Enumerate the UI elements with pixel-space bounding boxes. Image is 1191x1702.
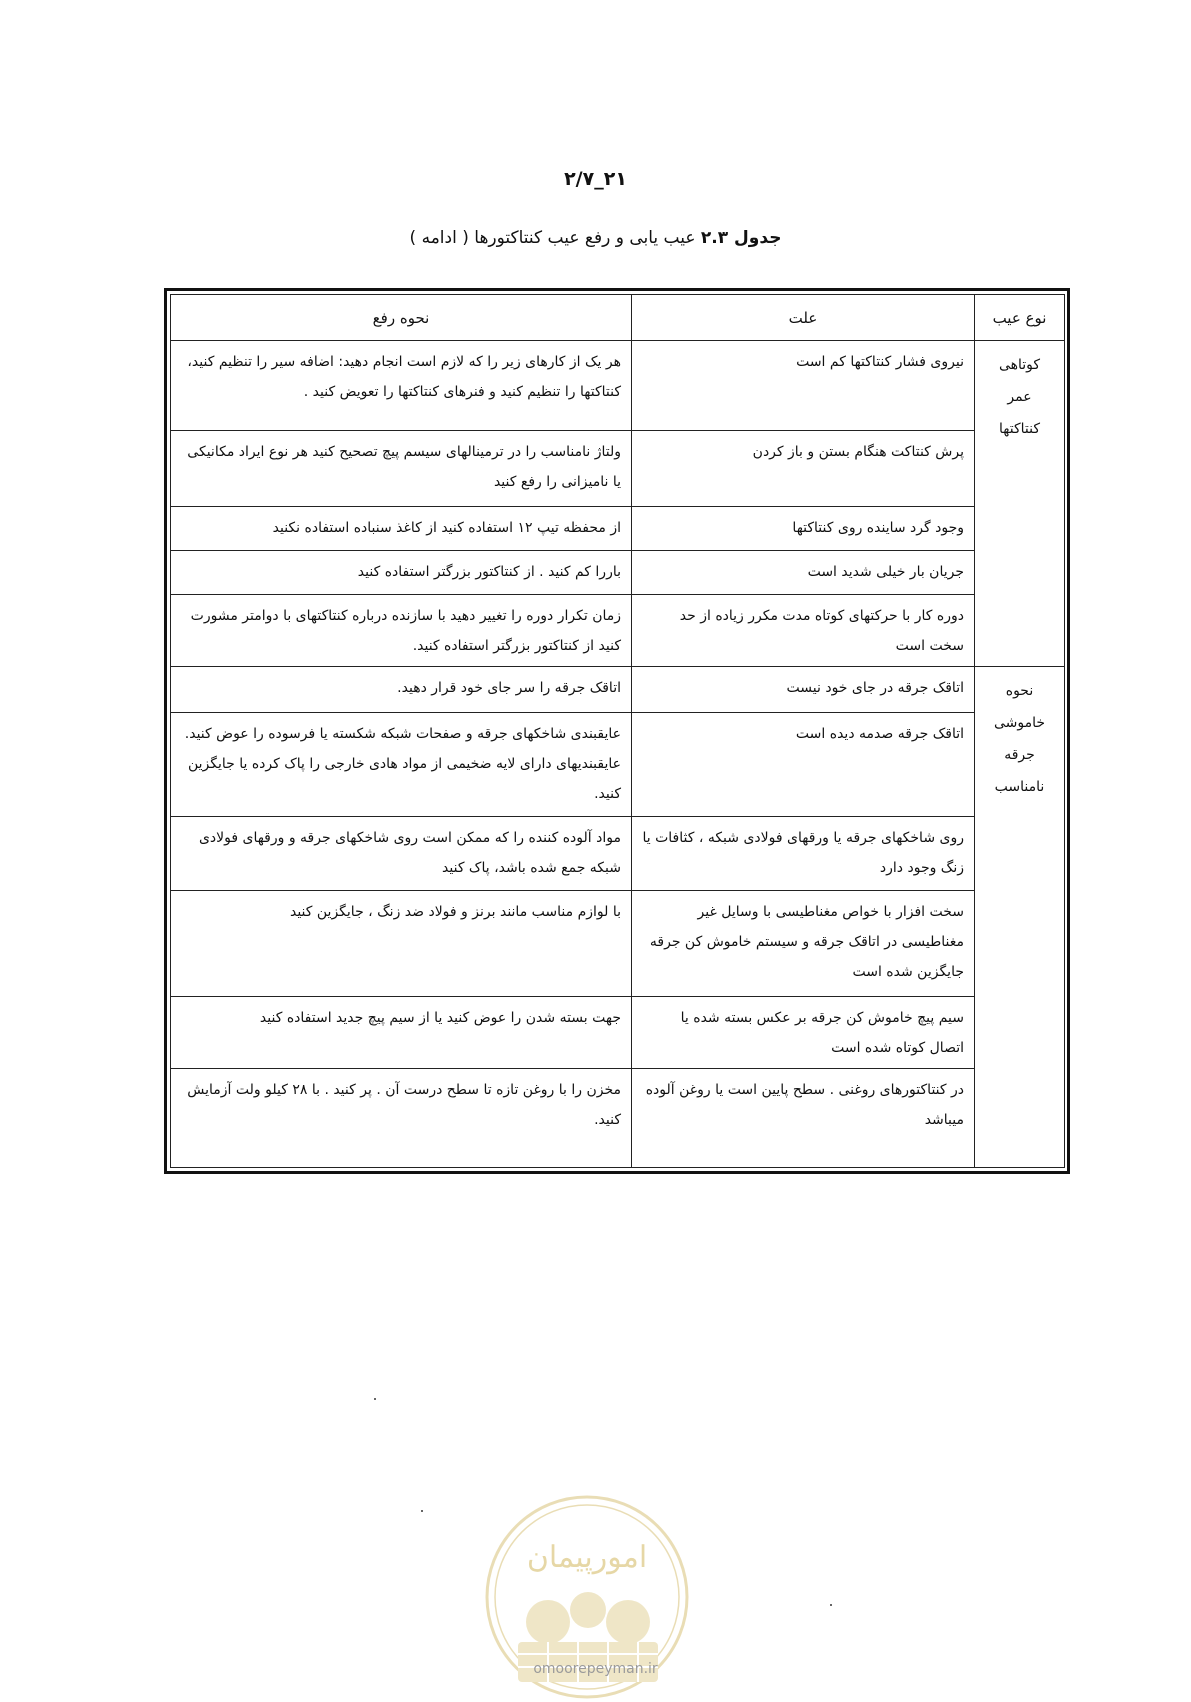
header-remedy: نحوه رفع — [171, 295, 632, 341]
watermark-text: امورپیمان — [526, 1540, 648, 1575]
table-row — [171, 891, 1065, 997]
cause-cell: وجود گرد ساینده روی کنتاکتها — [632, 507, 975, 551]
remedy-cell: مواد آلوده کننده را که ممکن است روی شاخکهای جرقه و ورقهای فولادی شبکه جمع شده باشد، پاک کنید — [171, 817, 632, 891]
remedy-cell: اتاقک جرقه را سر جای خود قرار دهید. — [171, 667, 632, 713]
remedy-cell: از محفظه تیپ ۱۲ استفاده کنید از کاغذ سنباده استفاده نکنید — [171, 507, 632, 551]
table-row — [171, 551, 1065, 595]
remedy-cell: جهت بسته شدن را عوض کنید یا از سیم پیچ جدید استفاده کنید — [171, 997, 632, 1069]
remedy-cell: مخزن را با روغن تازه تا سطح درست آن . پر کنید . با ۲۸ کیلو ولت آزمایش کنید. — [171, 1069, 632, 1168]
scan-speck — [374, 1398, 376, 1400]
cause-cell: سیم پیچ خاموش کن جرقه بر عکس بسته شده یا اتصال کوتاه شده است — [632, 997, 975, 1069]
cause-cell: دوره کار با حرکتهای کوتاه مدت مکرر زیاده از حد سخت است — [632, 595, 975, 667]
fault-type-cell — [975, 667, 1065, 1168]
page-number: ۲۱_۲/۷ — [564, 168, 627, 190]
cause-cell: پرش کنتاکت هنگام بستن و باز کردن — [632, 431, 975, 507]
table-row — [171, 713, 1065, 817]
table-row — [171, 997, 1065, 1069]
table-row — [171, 1069, 1065, 1168]
caption-text: عیب یابی و رفع عیب کنتاکتورها ( ادامه ) — [409, 228, 696, 248]
fault-type-word: جرقه — [1004, 747, 1035, 763]
remedy-cell: هر یک از کارهای زیر را که لازم است انجام دهید: اضافه سیر را تنظیم کنید، کنتاکتها را تنظیم کنید و فنرهای کنتاکتها را تعویض کنید . — [171, 341, 632, 431]
remedy-cell: زمان تکرار دوره را تغییر دهید با سازنده درباره کنتاکتهای با دوامتر مشورت کنید از کنتاکتور بزرگتر استفاده کنید. — [171, 595, 632, 667]
scan-speck — [421, 1510, 423, 1512]
table-row — [171, 431, 1065, 507]
cause-cell: اتاقک جرقه در جای خود نیست — [632, 667, 975, 713]
cause-cell: اتاقک جرقه صدمه دیده است — [632, 713, 975, 817]
cause-cell: نیروی فشار کنتاکتها کم است — [632, 341, 975, 431]
cause-cell: جریان بار خیلی شدید است — [632, 551, 975, 595]
fault-type-word: نامناسب — [994, 779, 1045, 795]
fault-type-word: عمر — [1007, 389, 1032, 405]
site-url: omoorepeyman.ir — [533, 1661, 658, 1677]
fault-type-word: خاموشی — [993, 715, 1046, 731]
cause-cell: در کنتاکتورهای روغنی . سطح پایین است یا روغن آلوده میباشد — [632, 1069, 975, 1168]
caption-label: جدول ۲.۳ — [700, 228, 782, 248]
table-header-row — [171, 295, 1065, 341]
fault-type-cell — [975, 341, 1065, 667]
fault-table — [170, 294, 1065, 1168]
remedy-cell: عایقبندی شاخکهای جرقه و صفحات شبکه شکسته یا فرسوده را عوض کنید. عایقبندیهای دارای لایه ضخیمی از مواد هادی خارجی را پاک کرده یا جایگزین کنید. — [171, 713, 632, 817]
remedy-cell: با لوازم مناسب مانند برنز و فولاد ضد زنگ ، جایگزین کنید — [171, 891, 632, 997]
fault-table-frame — [164, 288, 1070, 1174]
table-row — [171, 507, 1065, 551]
fault-type-word: کنتاکتها — [999, 421, 1040, 437]
table-row — [171, 341, 1065, 431]
table-caption — [0, 228, 1191, 248]
header-cause: علت — [632, 295, 975, 341]
remedy-cell: باررا کم کنید . از کنتاکتور بزرگتر استفاده کنید — [171, 551, 632, 595]
remedy-cell: ولتاژ نامناسب را در ترمینالهای سیسم پیچ تصحیح کنید هر نوع ایراد مکانیکی یا نامیزانی را رفع کنید — [171, 431, 632, 507]
fault-type-word: نحوه — [1005, 683, 1034, 699]
table-row — [171, 595, 1065, 667]
cause-cell: سخت افزار با خواص مغناطیسی با وسایل غیر مغناطیسی در اتاقک جرقه و سیستم خاموش کن جرقه جایگزین شده است — [632, 891, 975, 997]
table-row — [171, 667, 1065, 713]
scan-speck — [830, 1604, 832, 1606]
table-row — [171, 817, 1065, 891]
header-type: نوع عیب — [975, 295, 1065, 341]
fault-type-word: کوتاهی — [998, 357, 1041, 373]
cause-cell: روی شاخکهای جرقه یا ورقهای فولادی شبکه ، کثافات یا زنگ وجود دارد — [632, 817, 975, 891]
